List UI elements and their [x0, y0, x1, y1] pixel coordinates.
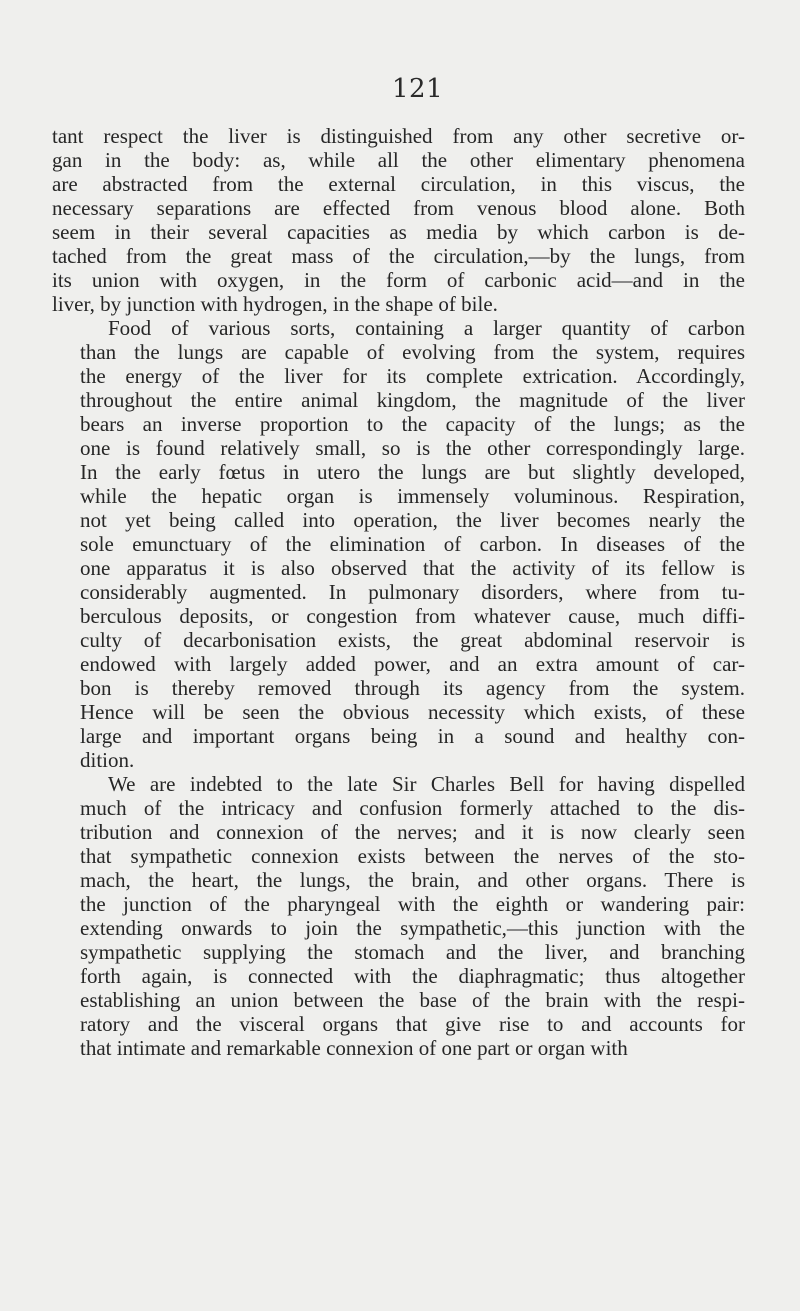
text-line: berculous deposits, or congestion from whatever cause, much diffi- [80, 604, 745, 628]
text-line: one apparatus it is also observed that the activity of its fellow is [80, 556, 745, 580]
text-line: bon is thereby removed through its agency from the system. [80, 676, 745, 700]
text-line: tant respect the liver is distinguished from any other secretive or- [52, 124, 745, 148]
paragraph [52, 772, 745, 1060]
text-line: seem in their several capacities as media by which carbon is de- [52, 220, 745, 244]
text-line: extending onwards to join the sympathetic,—this junction with the [80, 916, 745, 940]
text-line: forth again, is connected with the diaphragmatic; thus altogether [80, 964, 745, 988]
paragraph [52, 124, 745, 316]
text-line: dition. [80, 748, 135, 772]
text-line: We are indebted to the late Sir Charles Bell for having dispelled [108, 772, 745, 796]
text-line: Hence will be seen the obvious necessity which exists, of these [80, 700, 745, 724]
text-line: ratory and the visceral organs that give rise to and accounts for [80, 1012, 745, 1036]
text-line: tribution and connexion of the nerves; and it is now clearly seen [80, 820, 745, 844]
text-line: sympathetic supplying the stomach and the liver, and branching [80, 940, 745, 964]
text-line: liver, by junction with hydrogen, in the shape of bile. [52, 292, 498, 316]
text-line: that sympathetic connexion exists between the nerves of the sto- [80, 844, 745, 868]
text-line: not yet being called into operation, the liver becomes nearly the [80, 508, 745, 532]
text-line: large and important organs being in a sound and healthy con- [80, 724, 745, 748]
text-line: while the hepatic organ is immensely voluminous. Respiration, [80, 484, 745, 508]
text-line: endowed with largely added power, and an extra amount of car- [80, 652, 745, 676]
text-line: bears an inverse proportion to the capacity of the lungs; as the [80, 412, 745, 436]
text-line: are abstracted from the external circulation, in this viscus, the [52, 172, 745, 196]
text-line: the junction of the pharyngeal with the eighth or wandering pair: [80, 892, 745, 916]
text-line: tached from the great mass of the circulation,—by the lungs, from [52, 244, 745, 268]
body-text [52, 124, 745, 1060]
text-line: In the early fœtus in utero the lungs are but slightly developed, [80, 460, 745, 484]
text-line: than the lungs are capable of evolving from the system, requires [80, 340, 745, 364]
text-line: gan in the body: as, while all the other elimentary phenomena [52, 148, 745, 172]
text-line: one is found relatively small, so is the other correspondingly large. [80, 436, 745, 460]
text-line: Food of various sorts, containing a larger quantity of carbon [108, 316, 745, 340]
text-line: culty of decarbonisation exists, the great abdominal reservoir is [80, 628, 745, 652]
page-number: 121 [392, 74, 444, 104]
text-line: considerably augmented. In pulmonary disorders, where from tu- [80, 580, 745, 604]
text-line: its union with oxygen, in the form of carbonic acid—and in the [52, 268, 745, 292]
text-line: the energy of the liver for its complete extrication. Accordingly, [80, 364, 745, 388]
text-line: throughout the entire animal kingdom, the magnitude of the liver [80, 388, 745, 412]
text-line: that intimate and remarkable connexion of one part or organ with [80, 1036, 628, 1060]
text-line: much of the intricacy and confusion formerly attached to the dis- [80, 796, 745, 820]
paragraph [52, 316, 745, 772]
text-line: establishing an union between the base of the brain with the respi- [80, 988, 745, 1012]
text-line: necessary separations are effected from venous blood alone. Both [52, 196, 745, 220]
text-line: mach, the heart, the lungs, the brain, and other organs. There is [80, 868, 745, 892]
text-line: sole emunctuary of the elimination of carbon. In diseases of the [80, 532, 745, 556]
